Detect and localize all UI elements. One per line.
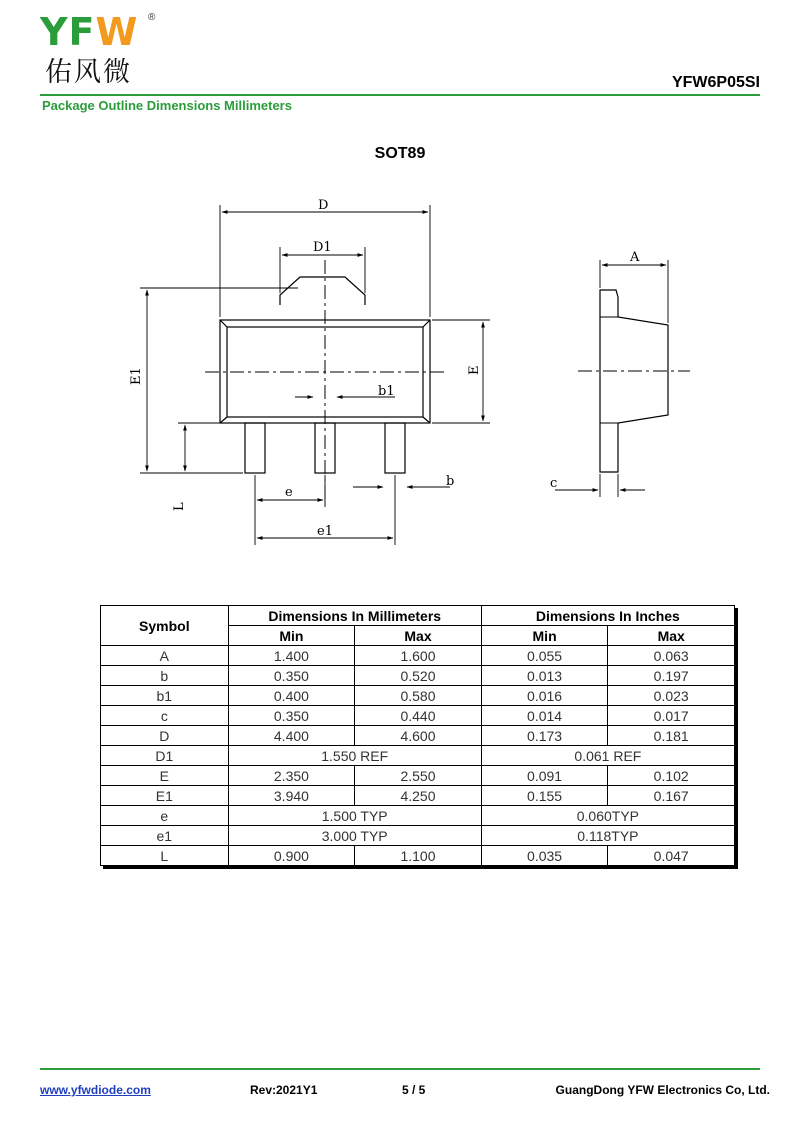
lead-right	[385, 423, 405, 473]
header-divider	[40, 94, 760, 96]
dim-label-b: b	[446, 474, 455, 489]
table-row: b 0.350 0.520 0.013 0.197	[101, 666, 735, 686]
table-row: A 1.400 1.600 0.055 0.063	[101, 646, 735, 666]
section-subtitle: Package Outline Dimensions Millimeters	[42, 98, 292, 113]
dim-label-E1: E1	[129, 367, 144, 385]
table-row: c 0.350 0.440 0.014 0.017	[101, 706, 735, 726]
company-name: GuangDong YFW Electronics Co, Ltd.	[555, 1083, 770, 1097]
table-row: e1 3.000 TYP 0.118TYP	[101, 826, 735, 846]
table-row: D1 1.550 REF 0.061 REF	[101, 746, 735, 766]
revision: Rev:2021Y1	[250, 1083, 318, 1097]
inch-min-header: Min	[481, 626, 608, 646]
dim-label-L: L	[172, 502, 187, 511]
mm-max-header: Max	[355, 626, 482, 646]
dim-label-E: E	[467, 365, 482, 375]
package-name: SOT89	[374, 145, 426, 162]
dim-label-c: c	[550, 476, 558, 491]
page-number: 5 / 5	[402, 1083, 426, 1097]
dim-label-A: A	[630, 250, 640, 265]
dim-label-e: e	[285, 485, 293, 500]
logo-chinese-name: 佑风微	[45, 57, 132, 88]
part-number: YFW6P05SI	[671, 74, 760, 91]
dim-label-b1: b1	[378, 384, 395, 399]
mm-header: Dimensions In Millimeters	[228, 606, 481, 626]
inch-header: Dimensions In Inches	[481, 606, 734, 626]
table-row: E 2.350 2.550 0.091 0.102	[101, 766, 735, 786]
website-link[interactable]: www.yfwdiode.com	[40, 1083, 151, 1097]
table-row: E1 3.940 4.250 0.155 0.167	[101, 786, 735, 806]
footer-divider	[40, 1068, 760, 1070]
symbol-header: Symbol	[101, 606, 229, 646]
top-tab-outline	[280, 277, 365, 305]
lead-left	[245, 423, 265, 473]
package-outline-drawing	[120, 185, 720, 555]
table-row: D 4.400 4.600 0.173 0.181	[101, 726, 735, 746]
table-row: b1 0.400 0.580 0.016 0.023	[101, 686, 735, 706]
inch-max-header: Max	[608, 626, 735, 646]
dim-label-D1: D1	[313, 240, 332, 255]
dim-label-D: D	[318, 198, 329, 213]
table-row: e 1.500 TYP 0.060TYP	[101, 806, 735, 826]
mm-min-header: Min	[228, 626, 355, 646]
dimensions-table	[100, 605, 735, 866]
table-row: L 0.900 1.100 0.035 0.047	[101, 846, 735, 866]
company-logo	[40, 12, 160, 92]
dim-label-e1: e1	[317, 524, 333, 539]
registered-mark: ®	[148, 12, 156, 23]
logo-wordmark: YFW	[40, 10, 139, 54]
